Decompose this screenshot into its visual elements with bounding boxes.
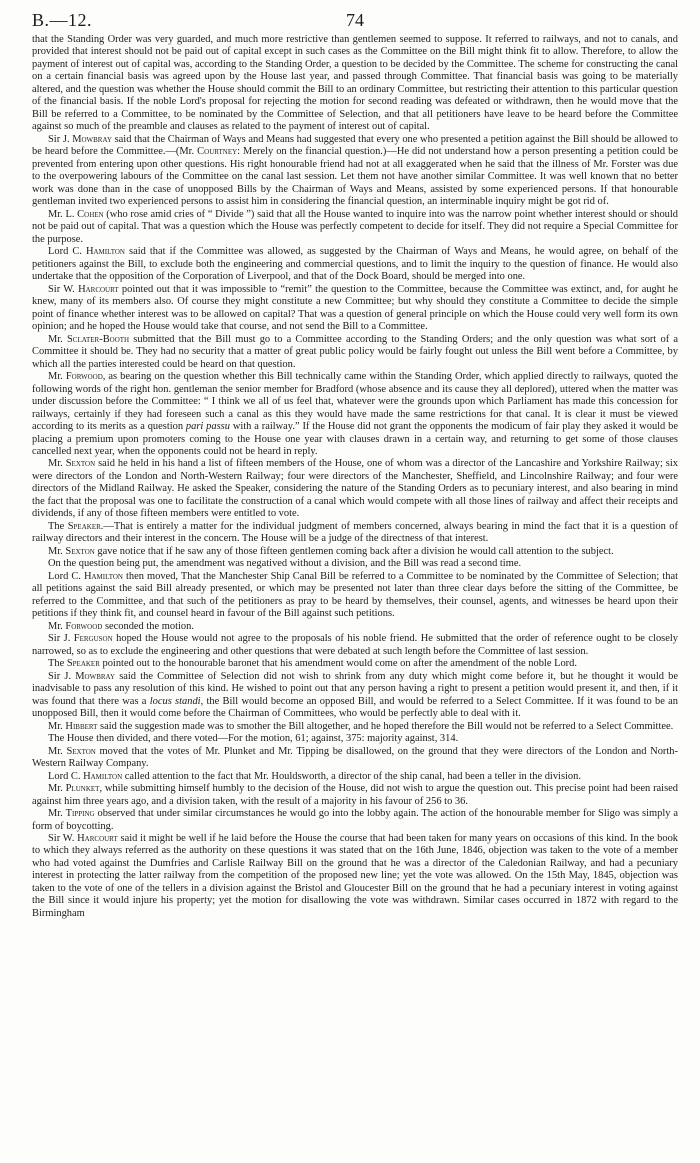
paragraph-text: The <box>48 520 68 532</box>
paragraph-text: Sir W. <box>48 283 79 295</box>
paragraph <box>32 808 678 833</box>
paragraph-text: Sir J. <box>48 133 73 145</box>
paragraph-text: said that if the Committee was allowed, as suggested by the Chairman of Ways and Means, he would agree, on behalf of the petitioners against the Bill, to exclude both the engineering and commercial questions, and to limit the inquiry to the question of finance. He would also undertake that the opposition of the Corporation of Liverpool, and that of the Dock Board, should be merged into one. <box>32 246 678 283</box>
paragraph-text: The House then divided, and there voted—For the motion, 61; against, 375: majority against, 314. <box>48 733 459 745</box>
paragraph <box>32 783 678 808</box>
speaker-name: Sexton <box>66 745 96 757</box>
paragraph-text: Mr. <box>48 545 66 557</box>
paragraph <box>32 733 678 745</box>
paragraph <box>32 671 678 721</box>
page-number: 74 <box>346 10 364 30</box>
speaker-name: Sexton <box>65 545 95 557</box>
speaker-name: Speaker <box>66 658 100 670</box>
paragraph-text: called attention to the fact that Mr. Houldsworth, a director of the ship canal, had been a teller in the division. <box>122 770 581 782</box>
speaker-name: Cohen <box>77 208 104 220</box>
paragraph-text: .—That is entirely a matter for the individual judgment of members concerned, always bearing in mind the fact that it is a question of railway directors and their interest in the concern. The House will be a judge of the directness of that interest. <box>32 520 679 545</box>
paragraph-text: Sir W. <box>48 833 78 844</box>
paragraph <box>32 284 678 334</box>
italic-phrase: locus standi <box>149 695 201 707</box>
paragraph-text: Mr. <box>48 371 66 383</box>
paragraph <box>32 771 678 783</box>
paragraph-text: seconded the motion. <box>102 620 194 632</box>
paragraph-text: Sir J. <box>48 670 76 682</box>
paragraph-text: said that the Chairman of Ways and Means had suggested that every one who presented a petition against the Bill should be allowed to be heard before the Committee.—(Mr. <box>32 133 678 158</box>
speaker-name: Forwood <box>65 371 103 383</box>
paragraph-text: that the Standing Order was very guarded, and much more restrictive than gentlemen seemed to suppose. It referred to railways, and not to canals, and provided that interest should not be paid out of capital except in such cases as the Committee on the Bill might think fit to allow. Therefore, to allow the payment of interest out of capital was, according to the Standing Order, a question to be decided by the Committee. The scheme for constructing the canal on a certain financial basis was agreed upon by the House last year, and passed through Committee. That financial basis was going to be materially altered, and the question was whether the House should commit the Bill to an ordinary Committee, but restricting their attention to this particular question of the financial basis. If the noble Lord's proposal for rejecting the motion for second reading was defeated or withdrawn, then he would move that the Bill be referred to a Committee, to be nominated by the Committee of Selection, and that all petitioners have leave to be heard before the Committee against so much of the preamble and clauses as related to the payment of interest out of capital. <box>32 34 678 133</box>
paragraph <box>32 571 678 621</box>
paragraph-text: observed that under similar circumstances he would go into the lobby again. The action of the honourable member for Sligo was simply a form of boycotting. <box>32 808 678 832</box>
speaker-name: Plunket <box>65 783 100 795</box>
paragraph-text: , as bearing on the question whether this Bill technically came within the Standing Order, which applied directly to railways, quoted the following words of the right hon. gentleman the senior member for Bradford (whose absence and its cause they all deplored), uttered when the matter was under discussion before the Committee: “ I think we all of us feel that, whatever were the grounds upon which Parliament has made this concession for railways, certainly if they had foreseen such a canal as this they would have made the same restrictions for that canal. It is clear it must be viewed according to its merits as a question <box>32 371 678 433</box>
paragraph-text: said the suggestion made was to smother the Bill altogether, and he hoped therefore the Bill would not be referred to a Select Committee. <box>97 720 674 732</box>
document-reference: B.—12. <box>32 10 93 30</box>
paragraph-text: Lord C. <box>48 246 86 258</box>
paragraph-text: Mr. L. <box>48 208 78 220</box>
speaker-name: Hamilton <box>83 770 123 782</box>
paragraph-text: , the Bill would become an opposed Bill, and would be referred to a Select Committee. If it was found to be an unopposed Bill, then it would come before the Chairman of Committees, who would be perfectly able to deal with it. <box>32 695 678 720</box>
document-body <box>32 34 678 920</box>
speaker-name: Hamilton <box>83 570 123 582</box>
paragraph-text: said he held in his hand a list of fifteen members of the House, one of whom was a director of the Lancashire and Yorkshire Railway; six were directors of the London and North-Western Railway; four were directors of the Manchester, Sheffield, and Lincolnshire Railway; and four were directors of the Midland Railway. He asked the Speaker, considering the nature of the Standing Orders as to pecuniary interest, and also bearing in mind the fact that the proposal was one to facilitate the construction of a canal which would compete with all those lines of railway and affect their receipts and dividends, if any of those fifteen members were entitled to vote. <box>32 458 678 520</box>
paragraph-text: Mr. <box>48 720 66 732</box>
speaker-name: Ferguson <box>73 633 113 645</box>
speaker-name: Forwood <box>65 620 103 632</box>
paragraph <box>32 746 678 771</box>
paragraph <box>32 134 678 209</box>
speaker-name: Mowbray <box>72 133 112 145</box>
paragraph-text: , while submitting himself humbly to the decision of the House, did not wish to argue the question out. This precise point had been raised against him three years ago, and a division taken, with the result of a majority in his favour of 256 to 36. <box>32 783 678 807</box>
paragraph <box>32 521 678 546</box>
paragraph <box>32 246 678 283</box>
speaker-name: Tipping <box>65 808 95 820</box>
speaker-name: Speaker <box>67 520 101 532</box>
page-header <box>32 8 678 34</box>
paragraph <box>32 633 678 658</box>
paragraph-text: Lord C. <box>48 770 84 782</box>
paragraph <box>32 658 678 670</box>
paragraph <box>32 833 678 920</box>
paragraph-text: The <box>48 658 67 670</box>
paragraph-text: moved that the votes of Mr. Plunket and Mr. Tipping be disallowed, on the ground that they were directors of the London and North-Western Railway Company. <box>32 745 678 770</box>
paragraph-text: said it might be well if he laid before the House the course that had been taken for many years on occasions of this kind. In the book to which they always referred as the authority on these questions it was stated that on the 16th June, 1846, objection was taken to the vote of a member who had voted against the Dumfries and Carlisle Railway Bill on the ground that he was a director of the Caledonian Railway, and had a pecuniary interest in protecting the latter railway from the competition of the proposed new line; yet the vote was allowed. On the 15th May, 1845, objection was taken to the vote of one of the tellers in a division against the Bristol and Gloucester Bill on the ground that he had a pecuniary interest in voting against the Bill since it would injure his property; yet the motion for disallowing the vote was withdrawn. Similar cases occurred in 1872 with regard to the Birmingham <box>32 833 679 919</box>
paragraph-text: On the question being put, the amendment was negatived without a division, and the Bill was read a second time. <box>48 558 522 570</box>
paragraph-text: submitted that the Bill must go to a Committee according to the Standing Orders; and the only question was what sort of a Committee it should be. They had no security that a matter of great public policy would be fairly fought out unless the Bill went before a Committee, by which all the parties interested could be heard on that question. <box>32 333 678 370</box>
paragraph-text: : Merely on the financial question.)—He did not understand how a person presenting a petition could be prevented from entering upon other questions. His right honourable friend had not at all exaggerated when he said that the illness of Mr. Forster was due to the overpowering labours of the Committee on the canal last session. Let them not have another similar Committee. It was well known that no better work was done than in the case of unopposed Bills by the Chairman of Ways and Means, assisted by some experienced persons. If that honourable gentleman invited two experienced persons to assist him in considering the financial question, an interminable inquiry might be got rid of. <box>32 146 678 208</box>
paragraph-text: hoped the House would not agree to the proposals of his noble friend. He submitted that the order of reference ought to be closely narrowed, so as to exclude the engineering and other questions that were debated at such length before the Committee of last session. <box>32 633 678 657</box>
paragraph-text: said the Committee of Selection did not wish to shrink from any duty which might come before it, but he thought it would be inadvisable to pass any resolution of this kind. He wished to point out that any person having a right to present a petition would present it, and then, if it was found that there was a <box>32 670 679 707</box>
speaker-name: Harcourt <box>77 833 118 844</box>
paragraph <box>32 371 678 458</box>
paragraph-text: pointed out to the honourable baronet that his amendment would come on after the amendment of the noble Lord. <box>99 658 577 670</box>
paragraph <box>32 558 678 570</box>
paragraph <box>32 209 678 246</box>
paragraph-text: pointed out that it was impossible to “remit” the question to the Committee, because the Committee was extinct, and, for aught he knew, many of its members also. Of course they might constitute a new Committee; but why should they constitute a Committee to decide the simple point of finance whether interest was to be allowed on capital? That was a question of general principle on which the House could very well form its own opinion; and he hoped the House would take that course, and not send the Bill to a Committee. <box>32 283 679 333</box>
paragraph-text: Mr. <box>48 458 66 470</box>
paragraph-text: Mr. <box>48 745 67 757</box>
paragraph <box>32 34 678 134</box>
paragraph-text: with a railway.” If the House did not grant the opponents the modicum of fair play they asked it would be placing a premium upon promoters coming to the House one year with clauses drawn in a certain way, and returning to get some of those clauses cancelled next year, when the opponents could not be heard in reply. <box>32 421 678 457</box>
paragraph <box>32 621 678 633</box>
paragraph <box>32 334 678 371</box>
speaker-name: Mowbray <box>75 670 115 682</box>
speaker-name: Sexton <box>65 458 96 470</box>
paragraph-text: gave notice that if he saw any of those fifteen gentlemen coming back after a division he would call attention to the subject. <box>94 545 614 557</box>
paragraph-text: Mr. <box>48 333 67 345</box>
paragraph-text: (who rose amid cries of “ Divide ”) said that all the House wanted to inquire into was the narrow point whether interest should or should not be paid out of capital. That was a question which the House was perfectly competent to decide for itself. They did not require a Special Committee for the purpose. <box>32 208 678 245</box>
speaker-name: Hibbert <box>65 720 98 732</box>
paragraph <box>32 721 678 733</box>
speaker-name: Courtney <box>197 146 238 158</box>
paragraph-text: then moved, That the Manchester Ship Canal Bill be referred to a Committee to be nominated by the Committee of Selection; that all petitions against the said Bill already presented, or which may be presented not later than three clear days before the sitting of the Committee, be referred to the Committee, and that such of the petitioners as pray to be heard by themselves, their counsel, agents, and witnesses be heard upon their petitions if they think fit, and counsel heard in favour of the Bill against such petitions. <box>32 570 678 620</box>
speaker-name: Hamilton <box>85 246 125 258</box>
paragraph-text: Mr. <box>48 808 66 820</box>
paragraph-text: Mr. <box>48 783 66 795</box>
paragraph-text: Lord C. <box>48 570 84 582</box>
speaker-name: Sclater-Booth <box>66 333 130 345</box>
italic-phrase: pari passu <box>185 421 230 433</box>
paragraph-text: Sir J. <box>48 633 74 645</box>
paragraph <box>32 546 678 558</box>
paragraph-text: Mr. <box>48 620 66 632</box>
speaker-name: Harcourt <box>78 283 119 295</box>
paragraph <box>32 458 678 520</box>
